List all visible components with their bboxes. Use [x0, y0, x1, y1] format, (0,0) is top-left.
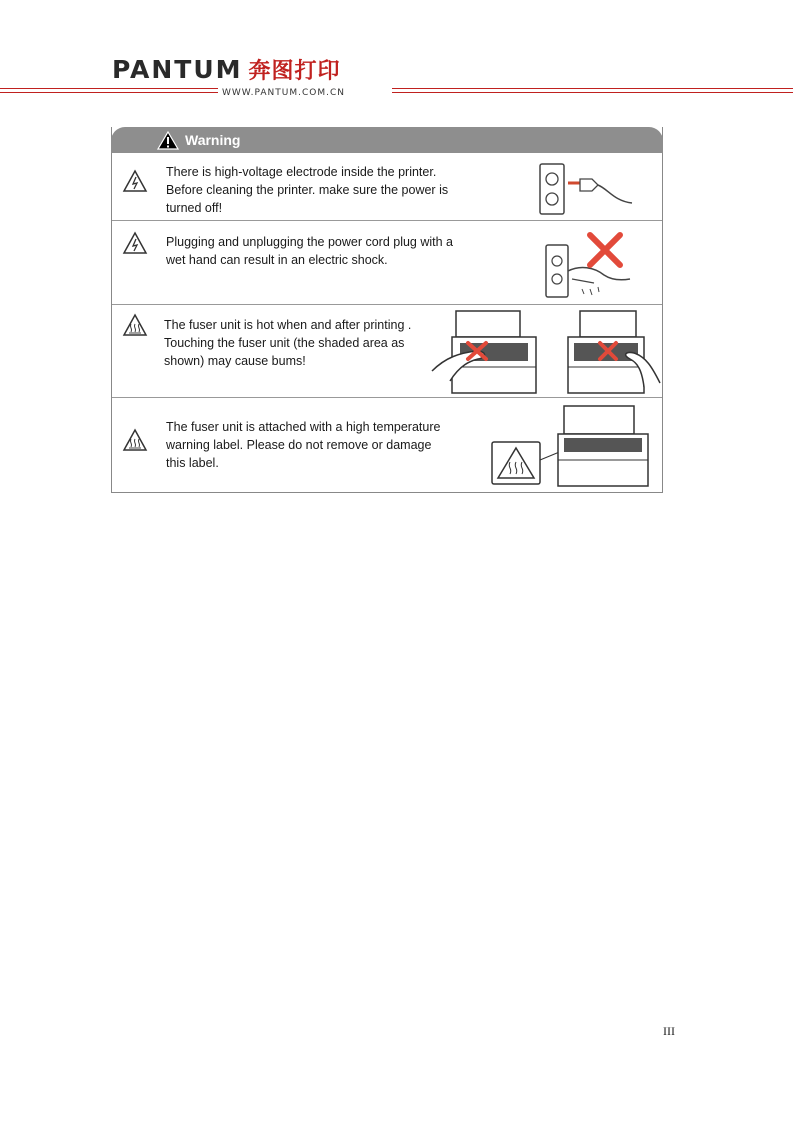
warning-triangle-icon	[157, 131, 179, 150]
warning-row	[112, 153, 662, 220]
hot-surface-icon	[122, 428, 148, 452]
fuser-label-illustration	[486, 402, 662, 490]
warning-row	[112, 220, 662, 305]
header-rule-left-top	[0, 88, 218, 89]
hot-surface-icon	[122, 313, 148, 337]
header-rule-right-top	[392, 88, 793, 89]
page-number: III	[663, 1024, 675, 1038]
power-outlet-illustration	[536, 161, 636, 216]
printer-open-hand-illustration	[560, 307, 662, 399]
brand-name: PANTUM	[112, 54, 243, 84]
website-url: WWW.PANTUM.COM.CN	[222, 88, 345, 98]
warning-text: There is high-voltage electrode inside the printer. Before cleaning the printer. make sure the power is turned off!	[166, 165, 449, 215]
printer-open-hand-illustration	[430, 307, 542, 399]
brand-name-cn: 奔图打印	[248, 58, 341, 84]
warning-text: The fuser unit is hot when and after printing . Touching the fuser unit (the shaded area as shown) may cause bums!	[164, 318, 412, 368]
high-voltage-icon	[122, 169, 148, 193]
page-header	[0, 0, 793, 100]
warning-text: Plugging and unplugging the power cord plug with a wet hand can result in an electric shock.	[166, 235, 454, 267]
high-voltage-icon	[122, 231, 148, 255]
warning-text: The fuser unit is attached with a high temperature warning label. Please do not remove or damage this label.	[166, 420, 441, 470]
warning-title: Warning	[185, 132, 241, 148]
wet-hand-plug-illustration	[542, 231, 637, 301]
header-rule-right-bottom	[392, 92, 793, 93]
warning-row	[112, 304, 662, 397]
header-rule-left-bottom	[0, 92, 218, 93]
warning-row	[112, 397, 662, 492]
warning-box	[111, 127, 663, 493]
warning-header	[111, 127, 663, 153]
logo	[112, 54, 341, 84]
